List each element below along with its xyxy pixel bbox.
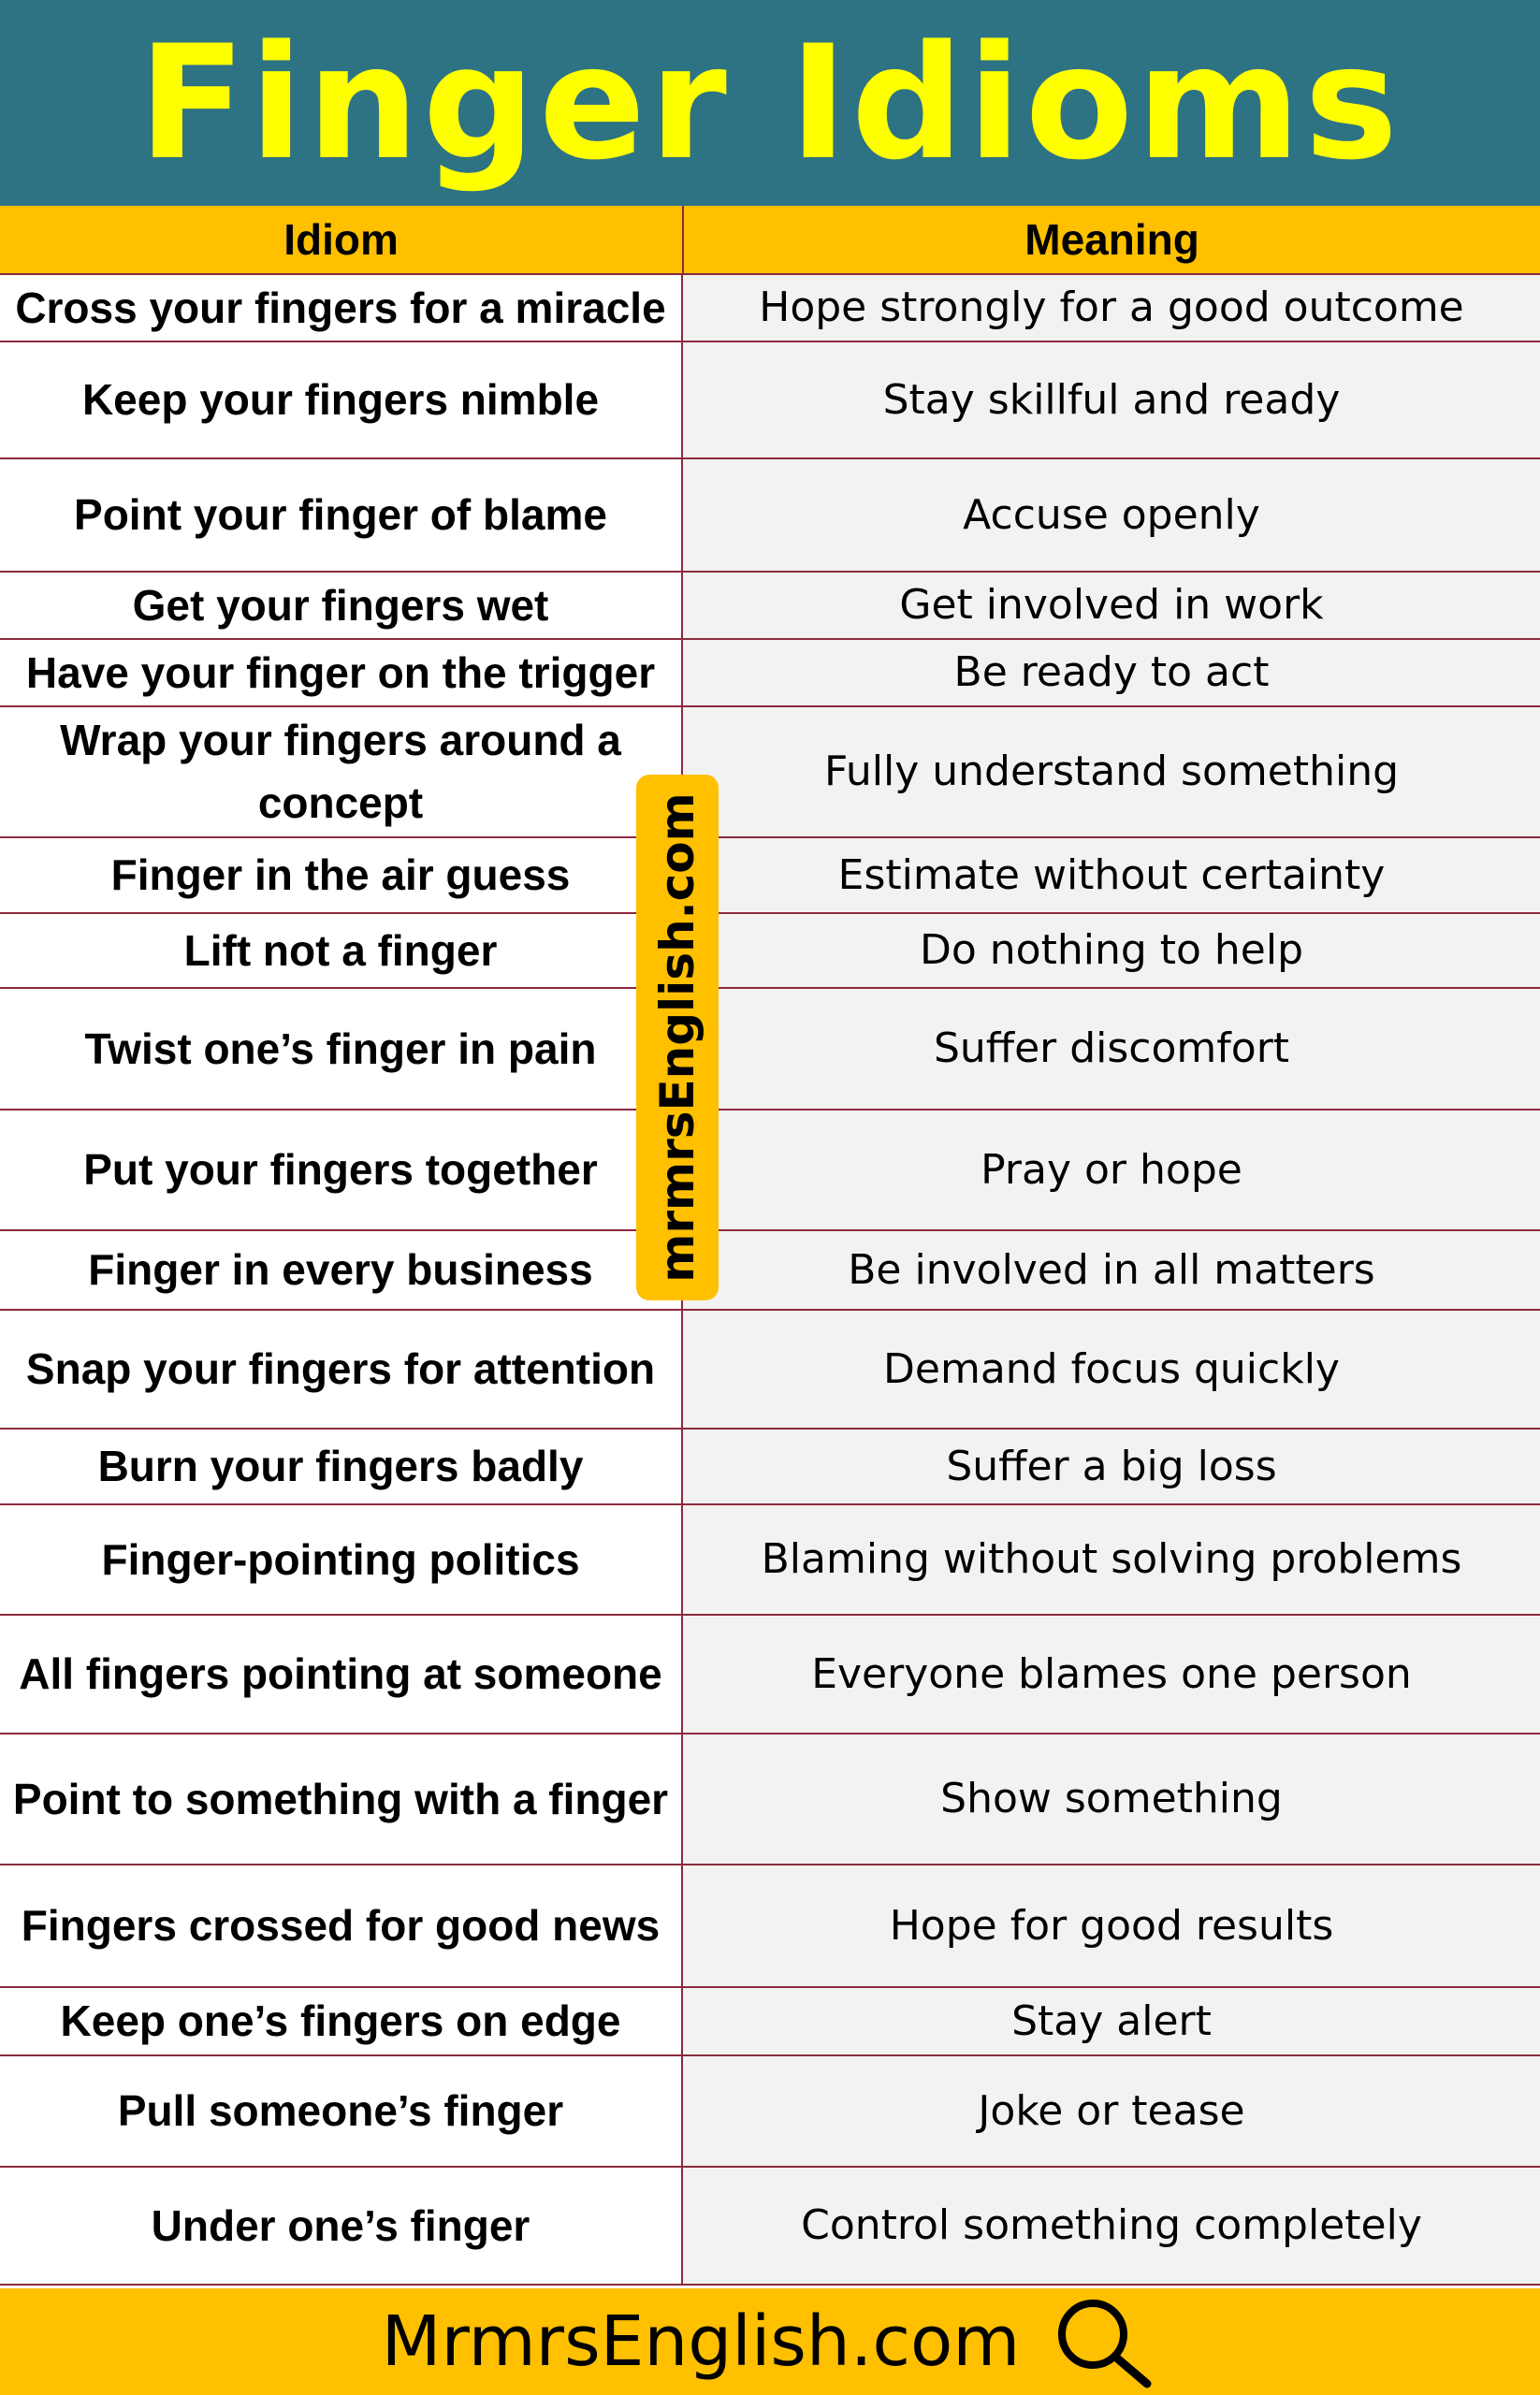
meaning-cell: Be ready to act <box>683 640 1540 705</box>
table-row <box>0 342 1540 459</box>
table-row <box>0 914 1540 989</box>
idiom-cell: Finger-pointing politics <box>0 1505 683 1614</box>
meaning-cell: Hope for good results <box>683 1865 1540 1986</box>
meaning-cell: Suffer discomfort <box>683 989 1540 1109</box>
table-row <box>0 1231 1540 1311</box>
table-row <box>0 275 1540 342</box>
idiom-cell: Get your fingers wet <box>0 573 683 638</box>
meaning-cell: Fully understand something <box>683 707 1540 836</box>
idiom-cell: Twist one’s finger in pain <box>0 989 683 1109</box>
watermark-text: mrmrsEnglish.com <box>650 792 705 1283</box>
footer-bar <box>0 2288 1540 2395</box>
table-row <box>0 2168 1540 2286</box>
table-row <box>0 1616 1540 1735</box>
idiom-cell: Keep one’s fingers on edge <box>0 1988 683 2054</box>
idiom-cell: Snap your fingers for attention <box>0 1311 683 1428</box>
table-row <box>0 1735 1540 1865</box>
idiom-cell: Lift not a finger <box>0 914 683 987</box>
page-title: Finger Idioms <box>138 11 1402 195</box>
idiom-cell: Point your finger of blame <box>0 459 683 571</box>
watermark-badge <box>636 775 719 1300</box>
table-row <box>0 1865 1540 1988</box>
table-row <box>0 989 1540 1110</box>
table-row <box>0 573 1540 640</box>
table-row <box>0 1430 1540 1505</box>
meaning-cell: Hope strongly for a good outcome <box>683 275 1540 341</box>
table-row <box>0 1311 1540 1430</box>
meaning-cell: Everyone blames one person <box>683 1616 1540 1733</box>
meaning-cell: Get involved in work <box>683 573 1540 638</box>
search-icon <box>1053 2295 1158 2388</box>
meaning-cell: Joke or tease <box>683 2056 1540 2166</box>
header-meaning: Meaning <box>1024 215 1199 264</box>
idiom-cell: Finger in every business <box>0 1231 683 1309</box>
meaning-cell: Stay skillful and ready <box>683 342 1540 457</box>
table-row <box>0 707 1540 838</box>
idiom-cell: All fingers pointing at someone <box>0 1616 683 1733</box>
idiom-cell: Wrap your fingers around a concept <box>0 707 683 836</box>
idiom-cell: Cross your fingers for a miracle <box>0 275 683 341</box>
meaning-cell: Suffer a big loss <box>683 1430 1540 1503</box>
table-row <box>0 1988 1540 2056</box>
idiom-cell: Pull someone’s finger <box>0 2056 683 2166</box>
idiom-cell: Point to something with a finger <box>0 1735 683 1864</box>
meaning-cell: Estimate without certainty <box>683 838 1540 912</box>
meaning-cell: Control something completely <box>683 2168 1540 2284</box>
meaning-cell: Show something <box>683 1735 1540 1864</box>
idiom-cell: Fingers crossed for good news <box>0 1865 683 1986</box>
idiom-cell: Have your finger on the trigger <box>0 640 683 705</box>
table-row <box>0 1110 1540 1231</box>
table-row <box>0 1505 1540 1616</box>
idioms-table <box>0 206 1540 2288</box>
meaning-cell: Demand focus quickly <box>683 1311 1540 1428</box>
table-row <box>0 838 1540 914</box>
header-idiom: Idiom <box>0 206 684 273</box>
title-bar <box>0 0 1540 206</box>
table-header <box>0 206 1540 275</box>
meaning-cell: Be involved in all matters <box>683 1231 1540 1309</box>
idiom-cell: Put your fingers together <box>0 1110 683 1229</box>
meaning-cell: Do nothing to help <box>683 914 1540 987</box>
table-body <box>0 275 1540 2286</box>
meaning-cell: Accuse openly <box>683 459 1540 571</box>
idiom-cell: Burn your fingers badly <box>0 1430 683 1503</box>
idiom-cell: Finger in the air guess <box>0 838 683 912</box>
meaning-cell: Blaming without solving problems <box>683 1505 1540 1614</box>
table-row <box>0 2056 1540 2168</box>
idiom-cell: Keep your fingers nimble <box>0 342 683 457</box>
meaning-cell: Stay alert <box>683 1988 1540 2054</box>
idiom-cell: Under one’s finger <box>0 2168 683 2284</box>
table-row <box>0 640 1540 707</box>
meaning-cell: Pray or hope <box>683 1110 1540 1229</box>
table-row <box>0 459 1540 573</box>
footer-site: MrmrsEnglish.com <box>381 2301 1021 2382</box>
